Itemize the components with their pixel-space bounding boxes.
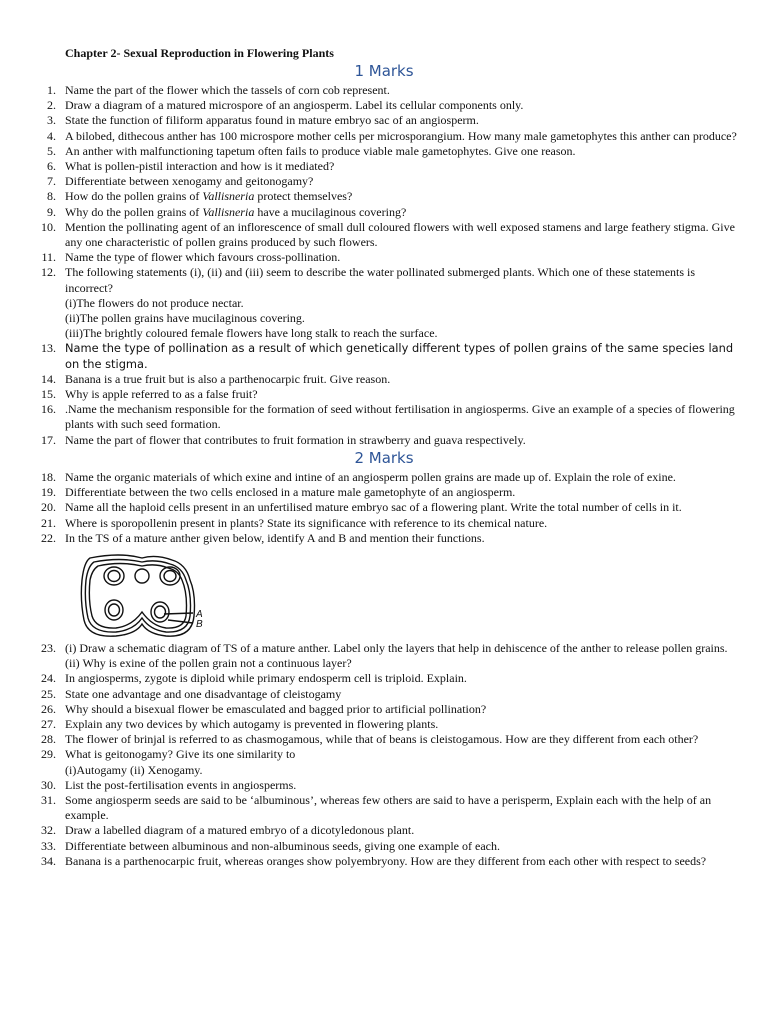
question-item <box>0 113 768 128</box>
question-number: 33 . <box>0 839 56 854</box>
question-number: 28 . <box>0 732 56 747</box>
question-item <box>0 265 768 341</box>
question-item <box>0 387 768 402</box>
question-number: 17 . <box>0 433 56 448</box>
question-text-before: Why do the pollen grains of <box>65 204 203 219</box>
question-text: Why is apple referred to as a false fruit? <box>65 387 258 402</box>
question-number: 30 . <box>0 778 56 793</box>
question-number: 7 . <box>0 174 56 189</box>
question-text: Name the part of flower that contributes to fruit formation in strawberry and guava respectively. <box>65 432 526 447</box>
microsporangium-top-left-inner <box>108 571 120 582</box>
question-item <box>0 778 768 793</box>
label-a-pointer <box>164 613 193 614</box>
question-number: 1 . <box>0 83 56 98</box>
question-item <box>0 732 768 747</box>
question-number: 26 . <box>0 702 56 717</box>
question-item <box>0 500 768 515</box>
question-text: Name the type of flower which favours cross-pollination. <box>65 250 341 265</box>
question-number: 5 . <box>0 144 56 159</box>
microsporangium-bottom-right-inner <box>155 606 166 618</box>
question-item <box>0 747 768 777</box>
question-item <box>0 220 768 250</box>
question-item <box>0 174 768 189</box>
question-text: A bilobed, dithecous anther has 100 microspore mother cells per microsporangium. How many male gametophytes this anther can produce? <box>65 128 737 143</box>
question-item <box>0 671 768 686</box>
question-item <box>0 433 768 448</box>
question-number: 24 . <box>0 671 56 686</box>
question-text: The following statements (i), (ii) and (iii) seem to describe the water pollinated submerged plants. Which one of these statements is incorrect? <box>65 265 696 295</box>
question-number: 16 . <box>0 402 56 417</box>
question-item <box>0 485 768 500</box>
anther-ts-diagram <box>76 550 216 640</box>
microsporangium-bottom-left <box>105 600 123 620</box>
question-text: Name the type of pollination as a result of which genetically different types of pollen grains of the same species land on the stigma. <box>65 341 734 371</box>
question-item <box>0 641 768 671</box>
question-text: The flower of brinjal is referred to as chasmogamous, while that of beans is cleistogamous. How are they different from each other? <box>65 732 699 747</box>
question-list-1-marks <box>0 83 768 448</box>
question-number: 9 . <box>0 205 56 220</box>
question-text-after: protect themselves? <box>254 189 353 204</box>
question-text: Mention the pollinating agent of an inflorescence of small dull coloured flowers with well exposed stamens and large feathery stigma. Give any one characteristic of pollen grains produced by such flowers. <box>65 219 735 250</box>
question-item <box>0 531 768 546</box>
question-item <box>0 372 768 387</box>
question-item <box>0 98 768 113</box>
question-text: In the TS of a mature anther given below, identify A and B and mention their functions. <box>65 530 485 545</box>
question-item <box>0 717 768 732</box>
question-text: Some angiosperm seeds are said to be ‘albuminous’, whereas few others are said to have a perisperm, Explain each with the help of an example. <box>65 793 712 823</box>
question-number: 21 . <box>0 516 56 531</box>
microsporangium-bottom-left-inner <box>109 604 120 616</box>
question-number: 31 . <box>0 793 56 808</box>
question-text: State one advantage and one disadvantage of cleistogamy <box>65 686 342 701</box>
question-text <box>65 189 744 204</box>
question-item <box>0 854 768 869</box>
question-item <box>0 793 768 823</box>
question-number: 19 . <box>0 485 56 500</box>
question-text: List the post-fertilisation events in angiosperms. <box>65 777 297 792</box>
question-item <box>0 470 768 485</box>
question-item <box>0 159 768 174</box>
question-number: 2 . <box>0 98 56 113</box>
connective-tissue <box>135 569 149 583</box>
question-number: 6 . <box>0 159 56 174</box>
question-text: Why should a bisexual flower be emasculated and bagged prior to artificial pollination? <box>65 701 487 716</box>
question-number: 4 . <box>0 129 56 144</box>
question-number: 8 . <box>0 189 56 204</box>
question-item <box>0 402 768 432</box>
question-text: .Name the mechanism responsible for the formation of seed without fertilisation in angiosperms. Give an example of a species of flowering plants with such seed formation. <box>65 402 735 432</box>
microsporangium-top-left <box>104 567 124 585</box>
question-item <box>0 341 768 371</box>
question-text: What is geitonogamy? Give its one similarity to <box>65 747 296 762</box>
question-number: 34 . <box>0 854 56 869</box>
question-number: 14 . <box>0 372 56 387</box>
question-text: Name all the haploid cells present in an unfertilised mature embryo sac of a flowering plant. Write the total number of cells in it. <box>65 500 682 515</box>
label-a: A <box>196 609 203 620</box>
question-text: (i) Draw a schematic diagram of TS of a mature anther. Label only the layers that help in dehiscence of the anther to release pollen grains. <box>65 641 728 655</box>
question-text: Banana is a true fruit but is also a parthenocarpic fruit. Give reason. <box>65 371 391 386</box>
question-text: What is pollen-pistil interaction and how is it mediated? <box>65 159 335 174</box>
question-item <box>0 189 768 204</box>
question-text: Explain any two devices by which autogamy is prevented in flowering plants. <box>65 717 439 732</box>
question-number: 32 . <box>0 823 56 838</box>
question-text: Draw a diagram of a matured microspore of an angiosperm. Label its cellular components only. <box>65 98 524 113</box>
question-text: Differentiate between albuminous and non-albuminous seeds, giving one example of each. <box>65 838 500 853</box>
question-number: 12 . <box>0 265 56 280</box>
species-name: Vallisneria <box>202 189 255 204</box>
microsporangium-bottom-right <box>151 602 169 622</box>
question-item <box>0 839 768 854</box>
question-text: Banana is a parthenocarpic fruit, whereas oranges show polyembryony. How are they different from each other with respect to seeds? <box>65 853 707 868</box>
question-text-before: How do the pollen grains of <box>65 189 203 204</box>
question-item <box>0 144 768 159</box>
question-text: Differentiate between the two cells enclosed in a mature male gametophyte of an angiosperm. <box>65 485 516 500</box>
question-text: An anther with malfunctioning tapetum often fails to produce viable male gametophytes. Give one reason. <box>65 143 576 158</box>
statement-option: (iii)The brightly coloured female flowers have long stalk to reach the surface. <box>65 326 438 341</box>
question-number: 23 . <box>0 641 56 656</box>
question-number: 13 . <box>0 341 56 356</box>
question-list-2-marks-b <box>0 641 768 869</box>
question-number: 27 . <box>0 717 56 732</box>
question-text: Name the organic materials of which exine and intine of an angiosperm pollen grains are made up of. Explain the role of exine. <box>65 470 676 484</box>
question-number: 11 . <box>0 250 56 265</box>
question-subpart: (i)Autogamy (ii) Xenogamy. <box>65 762 203 777</box>
question-number: 18 . <box>0 470 56 485</box>
section-heading-2-marks: 2 Marks <box>354 449 414 467</box>
question-number: 3 . <box>0 113 56 128</box>
section-heading-1-marks: 1 Marks <box>354 62 414 80</box>
question-item <box>0 516 768 531</box>
species-name: Vallisneria <box>202 204 255 219</box>
question-item <box>0 129 768 144</box>
question-number: 25 . <box>0 687 56 702</box>
question-text: In angiosperms, zygote is diploid while primary endosperm cell is triploid. Explain. <box>65 671 467 686</box>
question-item <box>0 823 768 838</box>
question-text: Draw a labelled diagram of a matured embryo of a dicotyledonous plant. <box>65 823 415 838</box>
microsporangium-top-right <box>160 567 180 585</box>
question-number: 15 . <box>0 387 56 402</box>
question-number: 22 . <box>0 531 56 546</box>
question-text: Name the part of the flower which the tassels of corn cob represent. <box>65 83 390 97</box>
question-number: 10 . <box>0 220 56 235</box>
document-title: Chapter 2- Sexual Reproduction in Flowering Plants <box>65 46 334 60</box>
label-b: B <box>196 619 203 630</box>
question-text: Differentiate between xenogamy and geitonogamy? <box>65 174 314 189</box>
question-subpart: (ii) Why is exine of the pollen grain not a continuous layer? <box>65 656 352 671</box>
statement-option: (i)The flowers do not produce nectar. <box>65 295 244 310</box>
question-text: State the function of filiform apparatus found in mature embryo sac of an angiosperm. <box>65 113 479 128</box>
question-item <box>0 83 768 98</box>
question-text-after: have a mucilaginous covering? <box>254 204 407 219</box>
question-item <box>0 702 768 717</box>
microsporangium-top-right-inner <box>164 571 176 582</box>
question-number: 29 . <box>0 747 56 762</box>
statement-option: (ii)The pollen grains have mucilaginous covering. <box>65 311 305 326</box>
question-number: 20 . <box>0 500 56 515</box>
question-text: Where is sporopollenin present in plants? State its significance with reference to its chemical nature. <box>65 515 548 530</box>
question-list-2-marks-a <box>0 470 768 546</box>
question-text <box>65 205 744 220</box>
question-item <box>0 687 768 702</box>
question-item <box>0 250 768 265</box>
question-item <box>0 205 768 220</box>
